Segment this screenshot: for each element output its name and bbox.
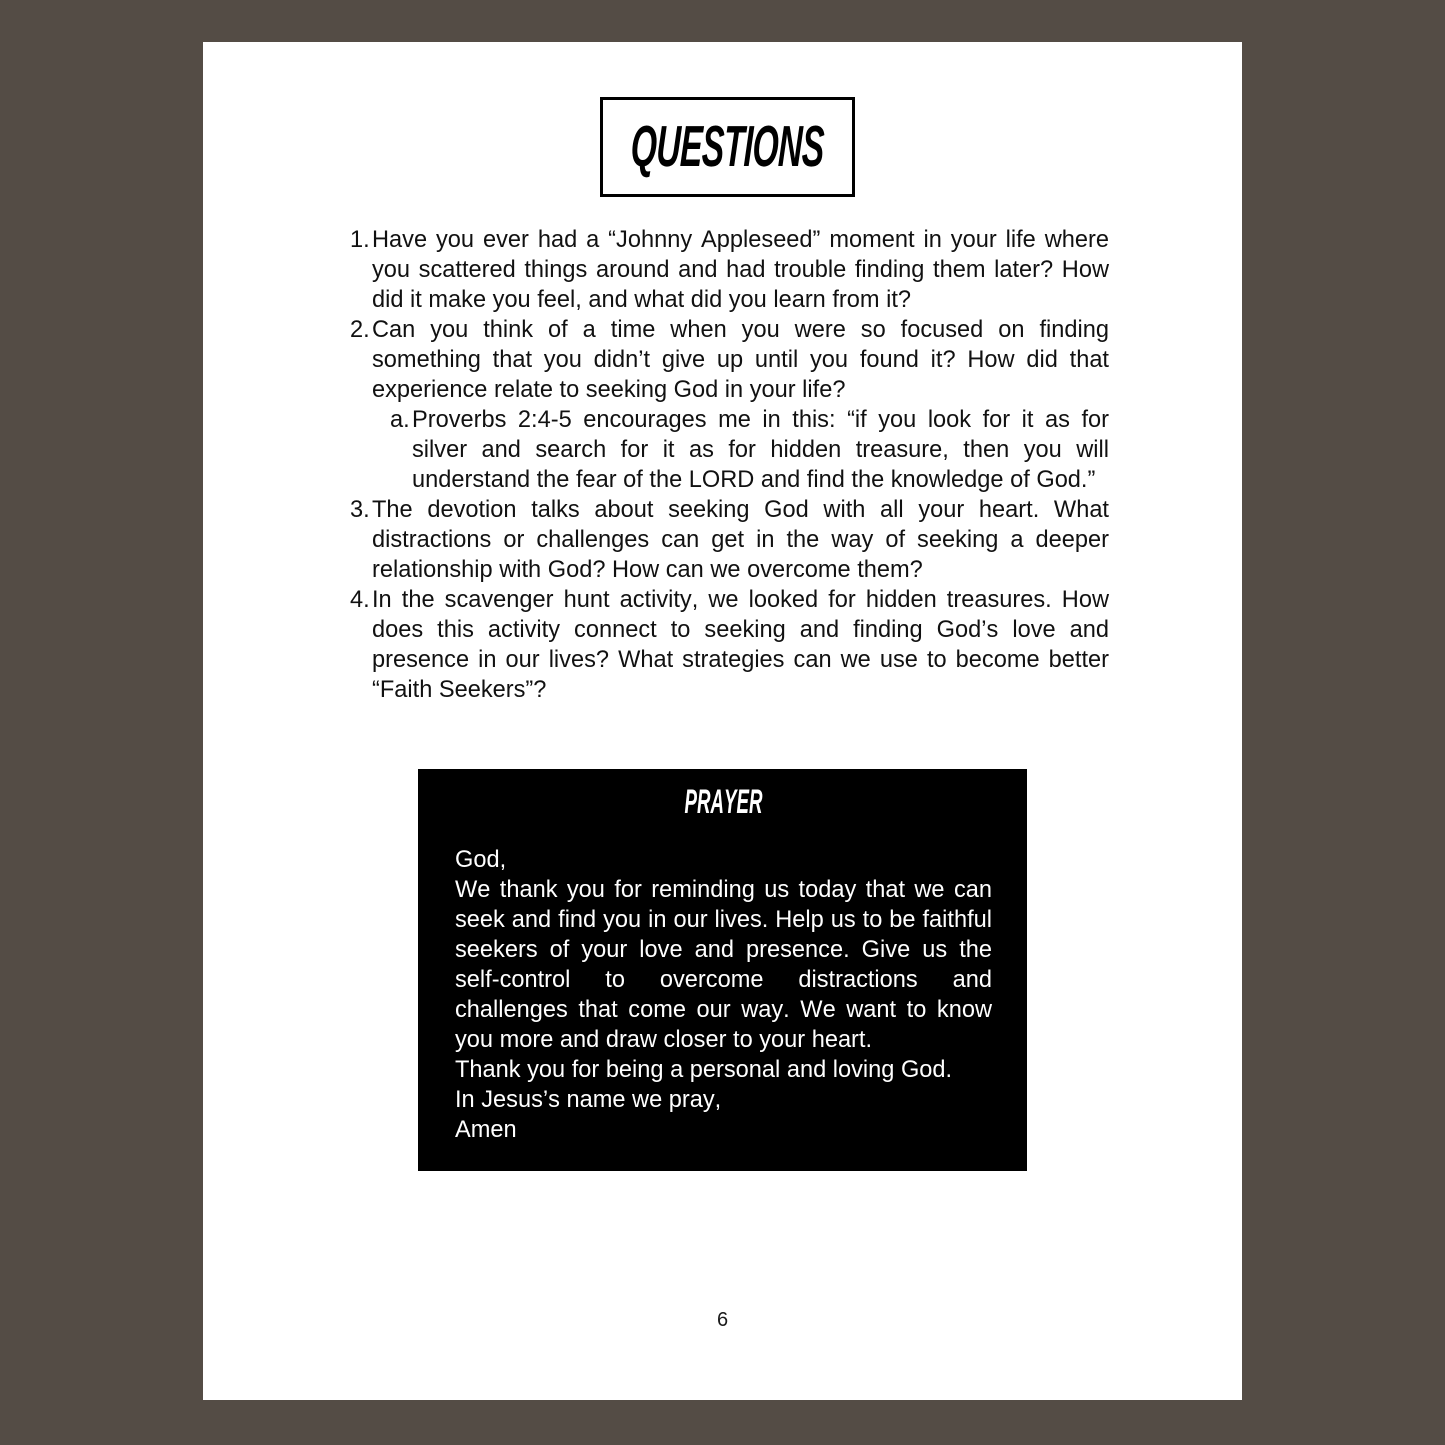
prayer-line-amen: Amen (455, 1117, 517, 1143)
question-1-text: Have you ever had a “Johnny Appleseed” moment in your life where you scattered things around and had trouble finding them later? How did it make you feel, and what did you learn from it? (372, 227, 1109, 313)
question-2-body (372, 315, 1109, 495)
question-3-number: 3. (350, 497, 370, 523)
questions-list (350, 225, 1109, 705)
question-3-text: The devotion talks about seeking God with all your heart. What distractions or challenges can get in the way of seeking a deeper relationship with God? How can we overcome them? (372, 497, 1109, 583)
question-item-3 (350, 495, 1109, 585)
questions-title-box (600, 97, 855, 197)
question-4-number: 4. (350, 587, 370, 613)
question-1-number: 1. (350, 227, 370, 253)
prayer-line-salutation: God, (455, 847, 507, 873)
question-2-text: Can you think of a time when you were so focused on finding something that you didn’t give up until you found it? How did that experience relate to seeking God in your life? (372, 317, 1109, 403)
question-4-text: In the scavenger hunt activity, we looked for hidden treasures. How does this activity connect to seeking and finding God’s love and presence in our lives? What strategies can we use to become better “Faith Seekers”? (372, 587, 1109, 703)
prayer-box (418, 769, 1027, 1171)
prayer-title: PRAYER (684, 783, 763, 821)
page-number: 6 (716, 1309, 729, 1331)
question-item-2 (350, 315, 1109, 495)
question-item-4 (350, 585, 1109, 705)
prayer-line-thanks: Thank you for being a personal and loving God. (455, 1057, 953, 1083)
question-2-number: 2. (350, 317, 370, 343)
question-2-subitem (390, 405, 1109, 495)
prayer-line-closing: In Jesus’s name we pray, (455, 1087, 722, 1113)
question-2a-letter: a. (390, 407, 410, 433)
questions-title: QUESTIONS (630, 114, 825, 179)
question-item-1 (350, 225, 1109, 315)
question-2a-text: Proverbs 2:4-5 encourages me in this: “if you look for it as for silver and search for it as for hidden treasure, then you will understand the fear of the LORD and find the knowledge of God.” (412, 407, 1109, 493)
prayer-line-body: We thank you for reminding us today that we can seek and find you in our lives. Help us to be faithful seekers of your love and presence. Give us the self-control to overcome distractions and challenges that come our way. We want to know you more and draw closer to your heart. (455, 877, 992, 1053)
document-page (203, 42, 1242, 1400)
